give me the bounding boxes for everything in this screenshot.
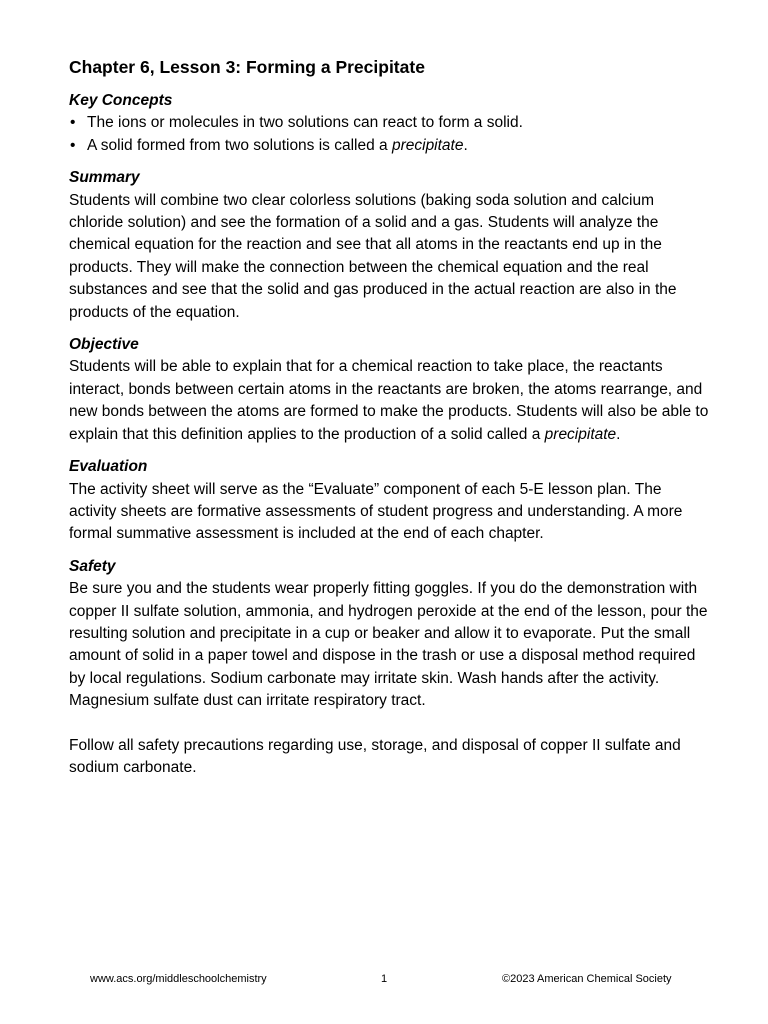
summary-text: Students will combine two clear colorless solutions (baking soda solution and calcium chloride solution) and see the formation of a solid and a gas. Students will analyze the chemical equation for the reaction and see that all atoms in the reactants end up in the products. They will make the connection between the chemical equation and the real substances and see that the solid and gas produced in the actual reaction are also in the products of the equation. xyxy=(69,191,677,321)
key-concepts-heading: Key Concepts xyxy=(69,92,173,109)
bullet-icon: • xyxy=(70,136,76,154)
objective-section xyxy=(69,334,709,446)
evaluation-section xyxy=(69,456,709,546)
list-item xyxy=(69,135,709,157)
page-title: Chapter 6, Lesson 3: Forming a Precipitate xyxy=(69,57,425,77)
objective-heading: Objective xyxy=(69,336,139,354)
page-footer xyxy=(0,970,768,988)
summary-heading: Summary xyxy=(69,169,140,187)
objective-text xyxy=(69,356,709,446)
paragraph-spacer xyxy=(69,713,709,735)
key-concepts-list xyxy=(69,112,709,157)
summary-section xyxy=(69,167,709,324)
footer-url-link[interactable]: www.acs.org/middleschoolchemistry xyxy=(90,973,267,985)
safety-section xyxy=(69,556,709,780)
key-concepts-section xyxy=(69,90,709,157)
evaluation-text: The activity sheet will serve as the “Evaluate” component of each 5-E lesson plan. The activity sheets are formative assessments of student progress and understanding. A more formal summative assessment is included at the end of each chapter. xyxy=(69,480,683,543)
safety-heading: Safety xyxy=(69,557,116,575)
safety-text: Be sure you and the students wear properly fitting goggles. If you do the demonstration with copper II sulfate solution, ammonia, and hydrogen peroxide at the end of the lesson, pour the resulting solution and precipitate in a cup or beaker and allow it to evaporate. Put the small amount of solid in a paper towel and dispose in the trash or use a disposal method required by local regulations. Sodium carbonate may irritate skin. Wash hands after the activity. Magnesium sulfate dust can irritate respiratory tract. xyxy=(69,580,708,710)
objective-text-main: Students will be able to explain that for a chemical reaction to take place, the reactants interact, bonds between certain atoms in the reactants are broken, the atoms rearrange, and new bonds between the atoms are formed to make the products. Students will also be able to explain that this definition applies to the production of a solid called a xyxy=(69,358,709,443)
list-item xyxy=(69,112,709,134)
evaluation-heading: Evaluation xyxy=(69,458,148,476)
bullet-text-end: . xyxy=(463,136,468,154)
bullet-text: The ions or molecules in two solutions can react to form a solid. xyxy=(87,114,523,132)
safety-note: Follow all safety precautions regarding use, storage, and disposal of copper II sulfate and sodium carbonate. xyxy=(69,736,681,776)
document-page xyxy=(69,54,709,789)
bullet-icon: • xyxy=(70,114,76,132)
objective-text-end: . xyxy=(616,425,621,443)
objective-emphasis: precipitate xyxy=(544,425,617,443)
copyright-notice: ©2023 American Chemical Society xyxy=(502,973,672,985)
bullet-text: A solid formed from two solutions is called a xyxy=(87,136,392,154)
bullet-emphasis: precipitate xyxy=(391,136,464,154)
page-number: 1 xyxy=(381,973,388,985)
